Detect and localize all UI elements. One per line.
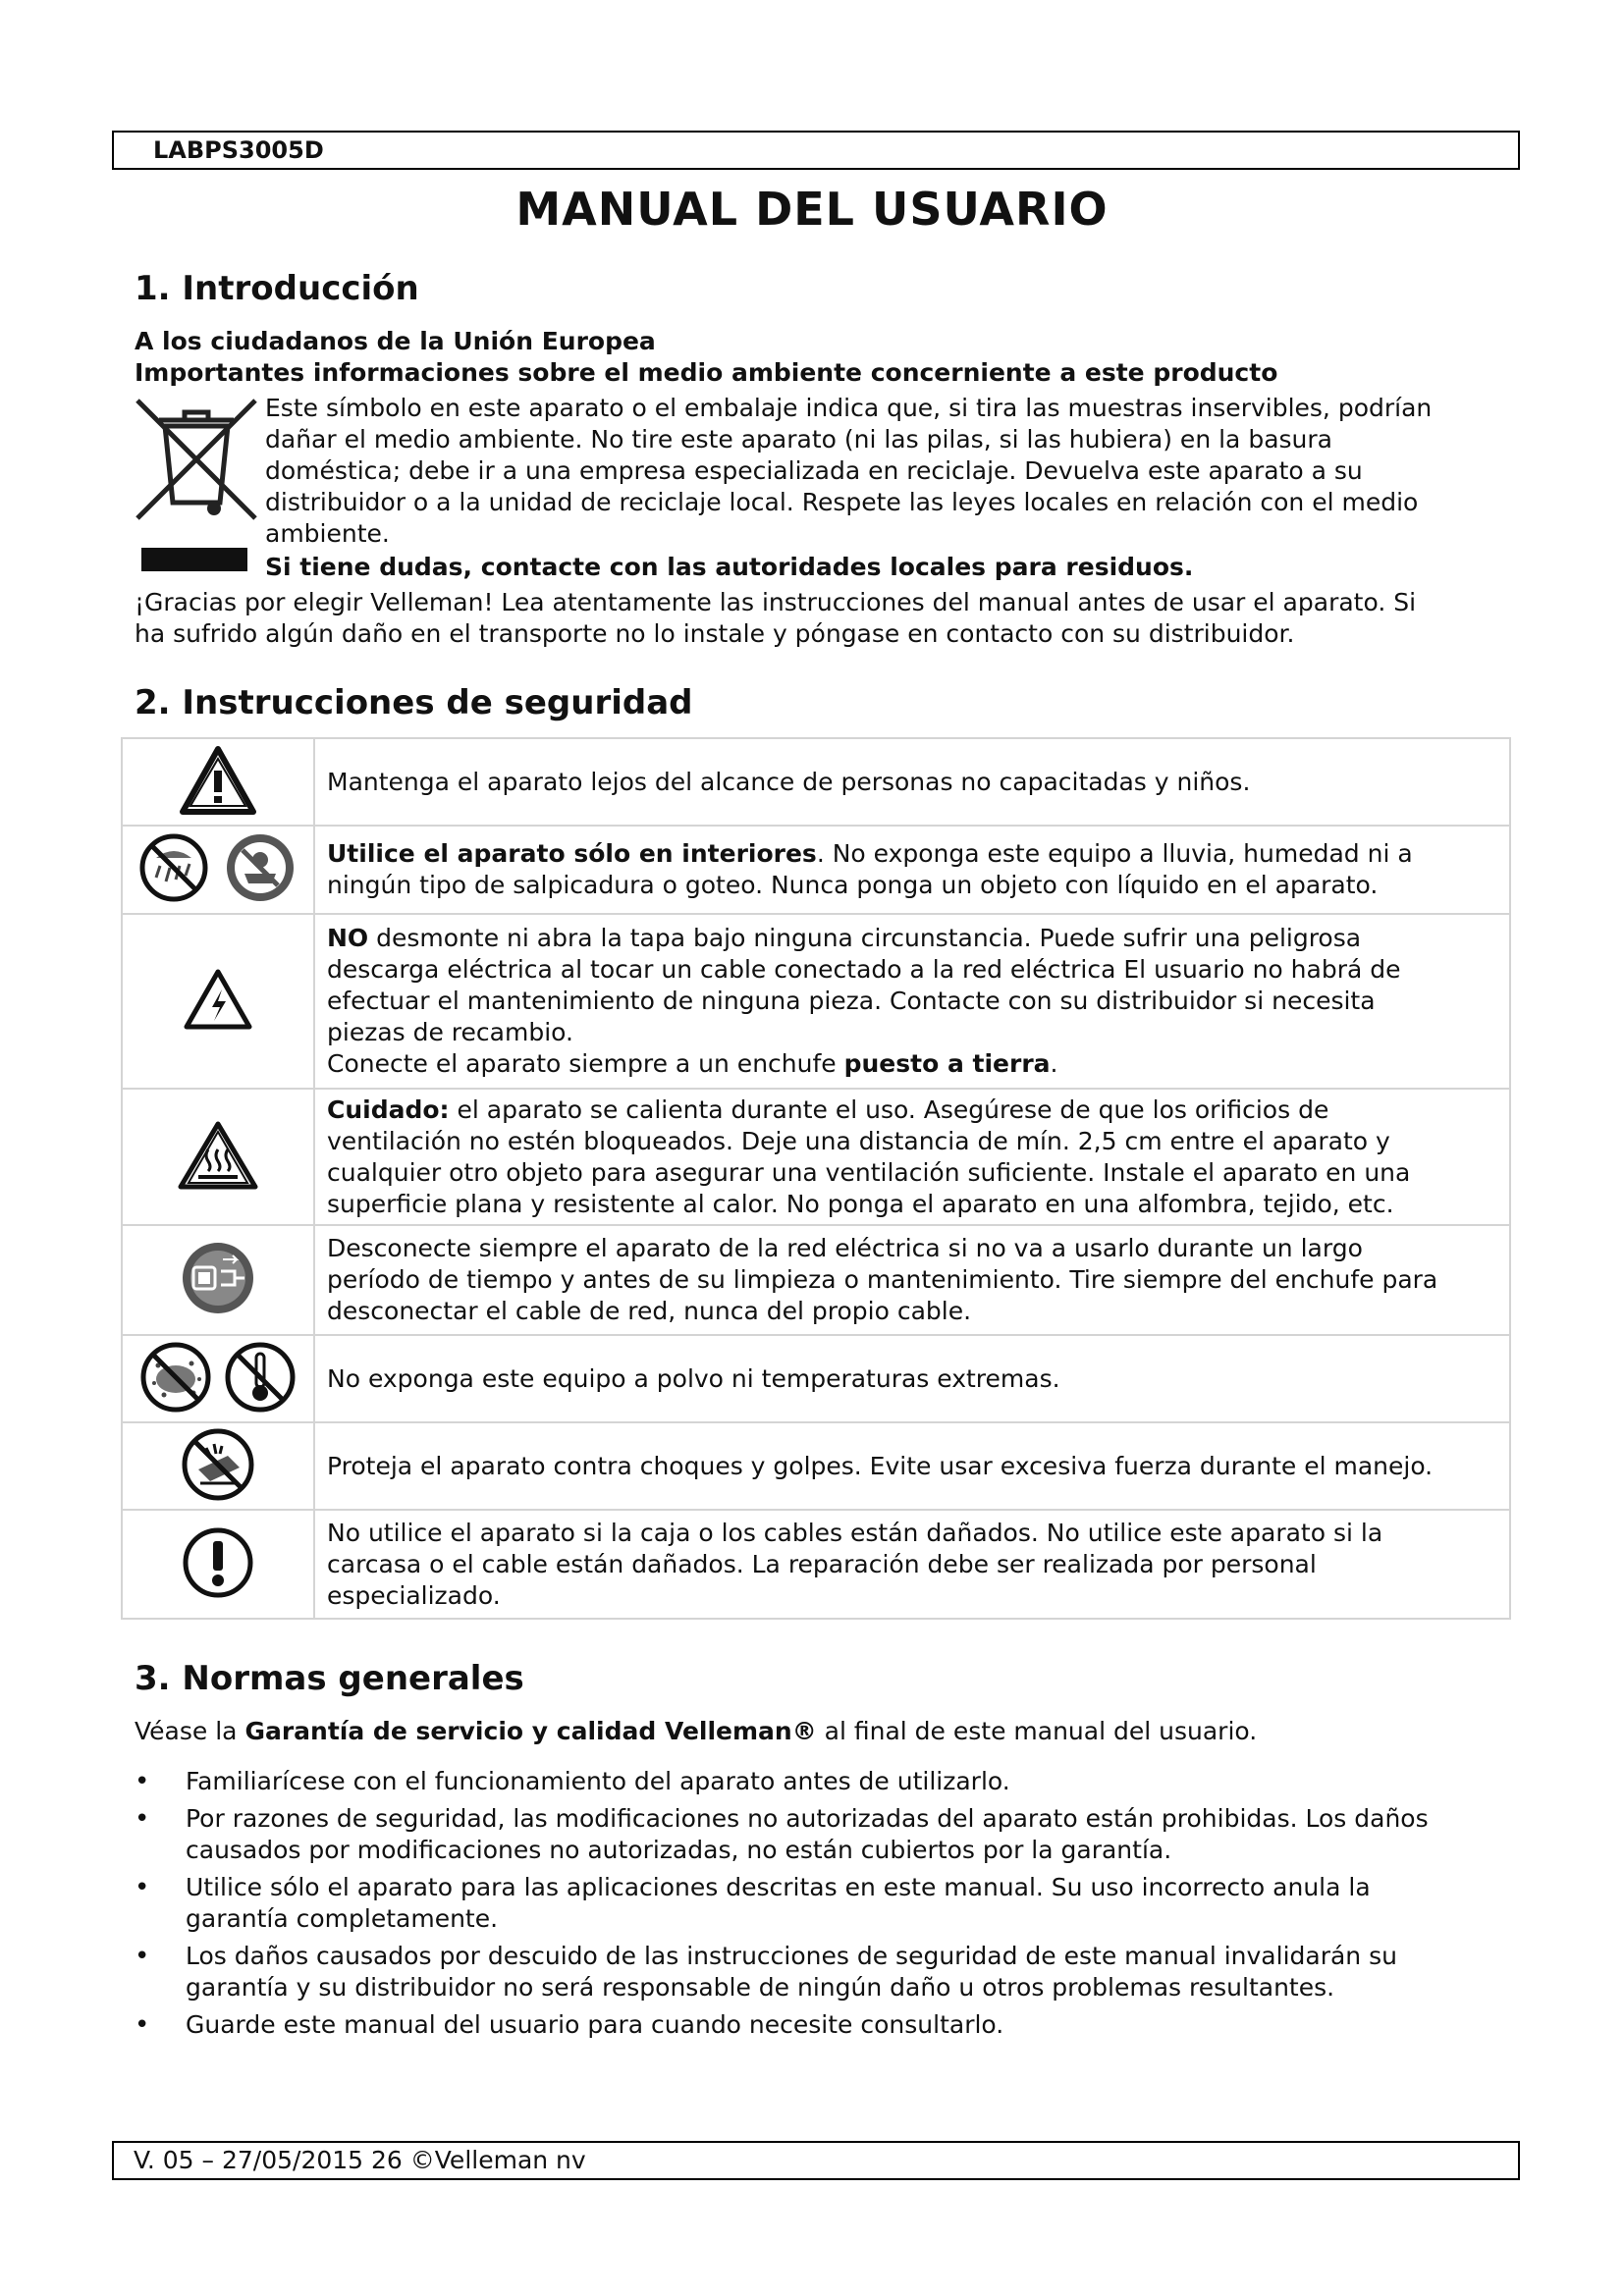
warning-triangle-icon xyxy=(179,745,257,816)
table-row: NO desmonte ni abra la tapa bajo ninguna circunstancia. Puede sufrir una peligrosa descarga eléctrica al tocar un cable conectado a la red eléctrica El usuario no habrá de efectuar el mantenimiento de ninguna pieza. Contacte con su distribuidor si necesita piezas de recambio. Conecte el aparato siempre a un enchufe puesto a tierra. xyxy=(122,914,1510,1089)
caution-exclamation-icon xyxy=(181,1525,255,1600)
table-row: Mantenga el aparato lejos del alcance de personas no capacitadas y niños. xyxy=(122,738,1510,826)
table-row: Cuidado: el aparato se calienta durante el uso. Asegúrese de que los orificios de ventilación no estén bloqueados. Deje una distancia de mín. 2,5 cm entre el aparato y cualquier otro objeto para asegurar una ventilación suficiente. Instale el aparato en una superficie plana y resistente al calor. No ponga el aparato en una alfombra, tejido, etc. xyxy=(122,1089,1510,1225)
no-rain-no-splash-icon xyxy=(135,830,301,905)
list-item: • Los daños causados por descuido de las instrucciones de seguridad de este manual invalidarán su garantía y su distribuidor no será responsable de ningún daño u otros problemas resultantes. xyxy=(135,1941,1509,2003)
list-item: • Por razones de seguridad, las modificaciones no autorizadas del aparato están prohibidas. Los daños causados por modificaciones no autorizadas, no están cubiertos por la garantía. xyxy=(135,1803,1509,1866)
no-dust-no-temperature-icon xyxy=(135,1340,301,1415)
footer-text: V. 05 – 27/05/2015 26 ©Velleman nv xyxy=(134,2146,586,2174)
section-1-heading: 1. Introducción xyxy=(135,269,419,308)
electric-shock-icon xyxy=(183,968,253,1031)
no-shock-icon xyxy=(179,1426,257,1503)
list-item: • Familiarícese con el funcionamiento del aparato antes de utilizarlo. xyxy=(135,1766,1509,1797)
general-rules-list xyxy=(135,1766,1509,2047)
page-title: MANUAL DEL USUARIO xyxy=(515,183,1109,236)
thanks-paragraph: ¡Gracias por elegir Velleman! Lea atentamente las instrucciones del manual antes de usar el aparato. Si ha sufrido algún daño en el transporte no lo instale y póngase en contacto con su distribuidor. xyxy=(135,588,1417,648)
table-row: Desconecte siempre el aparato de la red eléctrica si no va a usarlo durante un largo período de tiempo y antes de su limpieza o mantenimiento. Tire siempre del enchufe para desconectar el cable de red, nunca del propio cable. xyxy=(122,1225,1510,1335)
safety-table xyxy=(121,737,1511,1620)
weee-bold-note: Si tiene dudas, contacte con las autoridades locales para residuos. xyxy=(265,553,1194,581)
hot-surface-icon xyxy=(177,1120,259,1191)
weee-black-bar xyxy=(141,548,247,571)
footer-box xyxy=(112,2141,1520,2180)
model-number: LABPS3005D xyxy=(153,136,324,164)
environment-subtitle: Importantes informaciones sobre el medio ambiente concerniente a este producto xyxy=(135,358,1278,387)
section-2-heading: 2. Instrucciones de seguridad xyxy=(135,683,693,722)
unplug-icon xyxy=(180,1240,256,1316)
warranty-intro: Véase la Garantía de servicio y calidad Velleman® al final de este manual del usuario. xyxy=(135,1717,1258,1745)
weee-bin-icon xyxy=(132,395,261,524)
list-item: • Utilice sólo el aparato para las aplicaciones descritas en este manual. Su uso incorrecto anula la garantía completamente. xyxy=(135,1872,1509,1935)
table-row: No utilice el aparato si la caja o los cables están dañados. No utilice este aparato si la carcasa o el cable están dañados. La reparación debe ser realizada por personal especializado. xyxy=(122,1510,1510,1619)
list-item: • Guarde este manual del usuario para cuando necesite consultarlo. xyxy=(135,2009,1509,2041)
eu-citizens-subtitle: A los ciudadanos de la Unión Europea xyxy=(135,327,656,355)
table-row: No exponga este equipo a polvo ni temperaturas extremas. xyxy=(122,1335,1510,1422)
table-row: Proteja el aparato contra choques y golpes. Evite usar excesiva fuerza durante el manejo. xyxy=(122,1422,1510,1510)
weee-text: Este símbolo en este aparato o el embalaje indica que, si tira las muestras inservibles, podrían dañar el medio ambiente. No tire este aparato (ni las pilas, si las hubiera) en la basura doméstica; debe ir a una empresa especializada en reciclaje. Devuelva este aparato a su distribuidor o a la unidad de reciclaje local. Respete las leyes locales en relación con el medio ambiente. xyxy=(265,394,1433,548)
section-3-heading: 3. Normas generales xyxy=(135,1659,524,1698)
header-model-box xyxy=(112,131,1520,170)
table-row: Utilice el aparato sólo en interiores. No exponga este equipo a lluvia, humedad ni a ningún tipo de salpicadura o goteo. Nunca ponga un objeto con líquido en el aparato. xyxy=(122,826,1510,914)
